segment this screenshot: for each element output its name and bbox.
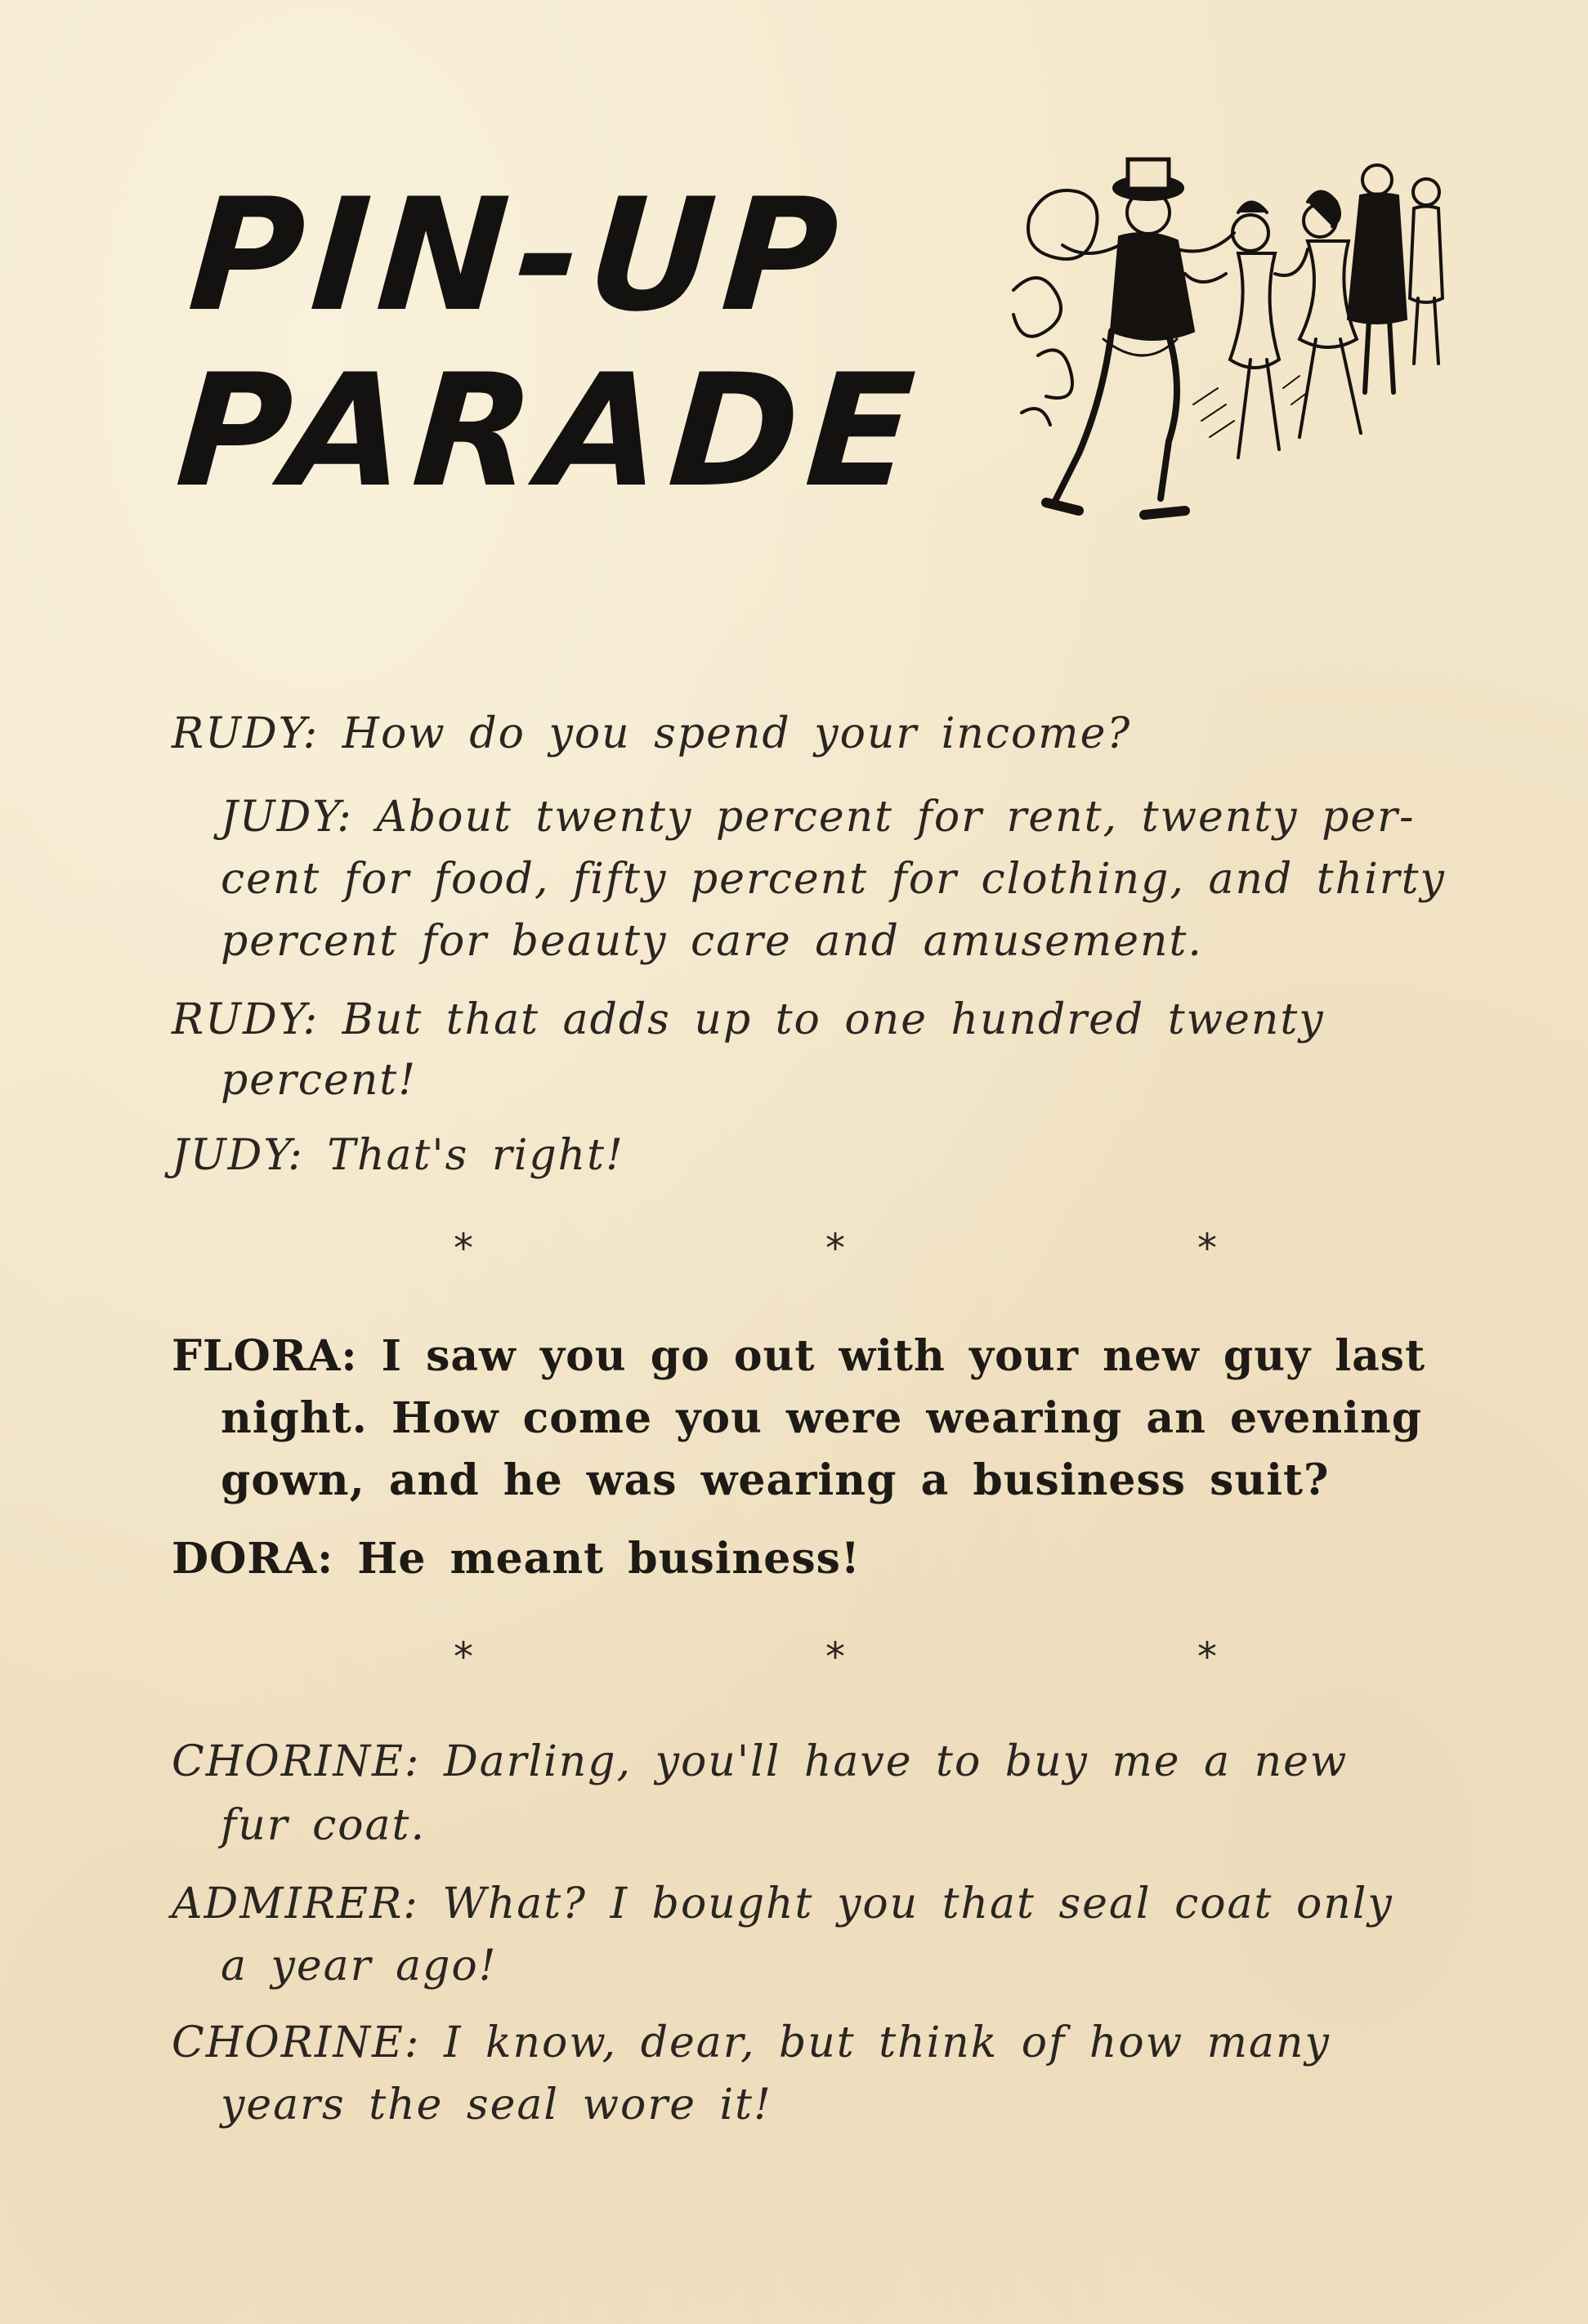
joke-3-line: fur coat. xyxy=(221,1801,426,1850)
title-line-1: PIN-UP xyxy=(183,165,852,346)
separator-asterisk: * xyxy=(825,1226,845,1271)
separator-asterisk: * xyxy=(825,1634,845,1680)
joke-1-line: JUDY: That's right! xyxy=(172,1131,624,1180)
joke-1-line: percent! xyxy=(221,1056,418,1105)
separator-asterisk: * xyxy=(1197,1226,1217,1271)
separator-asterisk: * xyxy=(1197,1634,1217,1680)
joke-3-line: ADMIRER: What? I bought you that seal coat only xyxy=(172,1879,1393,1928)
joke-1-line: percent for beauty care and amusement. xyxy=(221,917,1203,966)
parade-illustration xyxy=(1005,143,1463,543)
joke-2-line: night. How come you were wearing an evening xyxy=(221,1393,1423,1443)
page-title xyxy=(171,165,940,521)
separator-asterisk: * xyxy=(454,1634,473,1680)
joke-1-line: cent for food, fifty percent for clothing, and thirty xyxy=(221,855,1446,904)
joke-2-line: FLORA: I saw you go out with your new guy last xyxy=(172,1331,1426,1381)
joke-1-line: RUDY: But that adds up to one hundred twenty xyxy=(172,995,1325,1044)
joke-2-line: DORA: He meant business! xyxy=(172,1534,861,1584)
joke-1-line: RUDY: How do you spend your income? xyxy=(172,709,1132,758)
joke-3-line: CHORINE: I know, dear, but think of how many xyxy=(172,2018,1331,2067)
joke-1-line: JUDY: About twenty percent for rent, twenty per- xyxy=(221,793,1416,842)
joke-3-line: CHORINE: Darling, you'll have to buy me a new xyxy=(172,1737,1349,1786)
joke-3-line: years the seal wore it! xyxy=(221,2080,772,2130)
joke-3-line: a year ago! xyxy=(221,1942,498,1991)
title-line-2: PARADE xyxy=(171,341,928,521)
joke-2-line: gown, and he was wearing a business suit? xyxy=(221,1455,1330,1505)
separator-asterisk: * xyxy=(454,1226,473,1271)
